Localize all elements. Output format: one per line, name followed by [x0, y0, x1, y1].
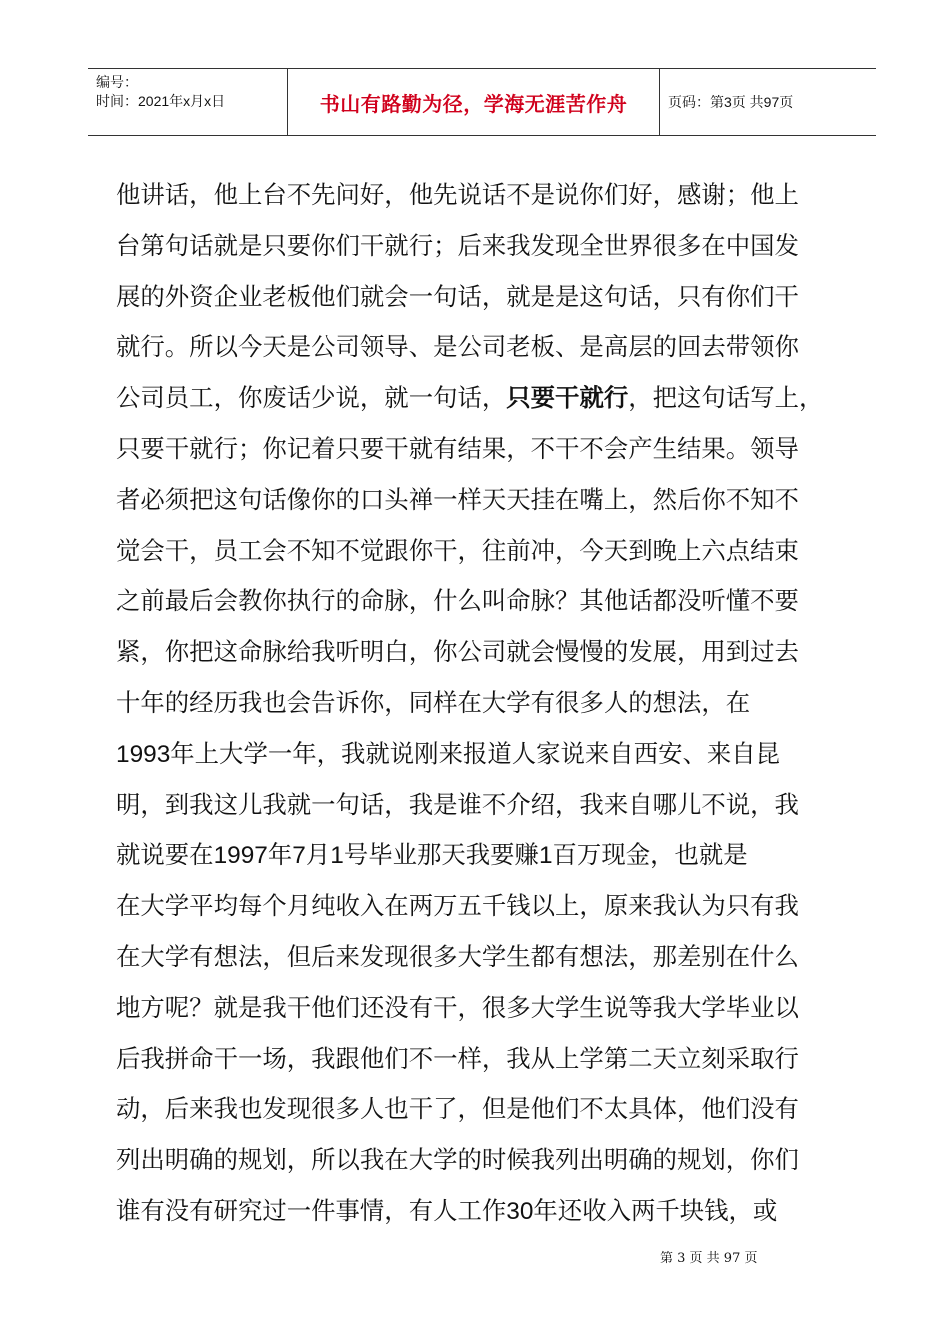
- body-line: 列出明确的规划，所以我在大学的时候我列出明确的规划，你们: [116, 1145, 799, 1175]
- body-line: 就说要在1997年7月1号毕业那天我要赚1百万现金，也就是: [116, 840, 748, 870]
- body-line-text: 公司员工，你废话少说，就一句话，: [116, 383, 507, 413]
- body-line: 者必须把这句话像你的口头禅一样天天挂在嘴上，然后你不知不: [116, 484, 799, 514]
- header-motto-cell: [288, 69, 660, 135]
- document-time-label: 时间：2021年x月x日: [96, 93, 226, 109]
- body-line: 只要干就行；你记着只要干就有结果，不干不会产生结果。领导: [116, 433, 799, 463]
- body-line: 动，后来我也发现很多人也干了，但是他们不太具体，他们没有: [116, 1094, 799, 1124]
- page-footer: 第 3 页 共 97 页: [660, 1251, 758, 1266]
- body-line: 谁有没有研究过一件事情，有人工作30年还收入两千块钱，或: [116, 1195, 778, 1225]
- body-line: 在大学平均每个月纯收入在两万五千钱以上，原来我认为只有我: [116, 891, 799, 921]
- body-line: 就行。所以今天是公司领导、是公司老板、是高层的回去带领你: [116, 332, 799, 362]
- body-line: 觉会干，员工会不知不觉跟你干，往前冲，今天到晚上六点结束: [116, 535, 799, 565]
- body-line: 台第句话就是只要你们干就行；后来我发现全世界很多在中国发: [116, 230, 799, 260]
- header-meta-cell: [88, 69, 288, 135]
- body-line: 之前最后会教你执行的命脉，什么叫命脉？其他话都没听懂不要: [116, 586, 799, 616]
- header-motto: 书山有路勤为径，学海无涯苦作舟: [319, 91, 628, 116]
- body-line: 他讲话，他上台不先问好，他先说话不是说你们好，感谢；他上: [116, 180, 799, 209]
- body-line: 在大学有想法，但后来发现很多大学生都有想法，那差别在什么: [116, 941, 799, 971]
- body-line: 1993年上大学一年，我就说刚来报道人家说来自西安、来自昆: [116, 738, 781, 768]
- document-number-label: 编号：: [96, 74, 138, 90]
- body-line: 十年的经历我也会告诉你，同样在大学有很多人的想法，在: [116, 687, 751, 717]
- body-line: 展的外资企业老板他们就会一句话，就是是这句话，只有你们干: [116, 281, 799, 311]
- page-header: [88, 68, 876, 136]
- body-line-text: ，把这句话写上，: [628, 383, 824, 413]
- body-line: 地方呢？就是我干他们还没有干，很多大学生说等我大学毕业以: [116, 992, 799, 1022]
- body-line: [116, 373, 840, 424]
- header-page-label: 页码：第3页 共97页: [668, 94, 794, 110]
- header-page-cell: [660, 69, 876, 135]
- document-body: [116, 170, 840, 1237]
- body-line: 明，到我这儿我就一句话，我是谁不介绍，我来自哪儿不说，我: [116, 789, 799, 819]
- body-line: 后我拼命干一场，我跟他们不一样，我从上学第二天立刻采取行: [116, 1043, 799, 1073]
- body-line: 紧，你把这命脉给我听明白，你公司就会慢慢的发展，用到过去: [116, 637, 799, 667]
- emphasized-phrase: 只要干就行: [506, 383, 629, 413]
